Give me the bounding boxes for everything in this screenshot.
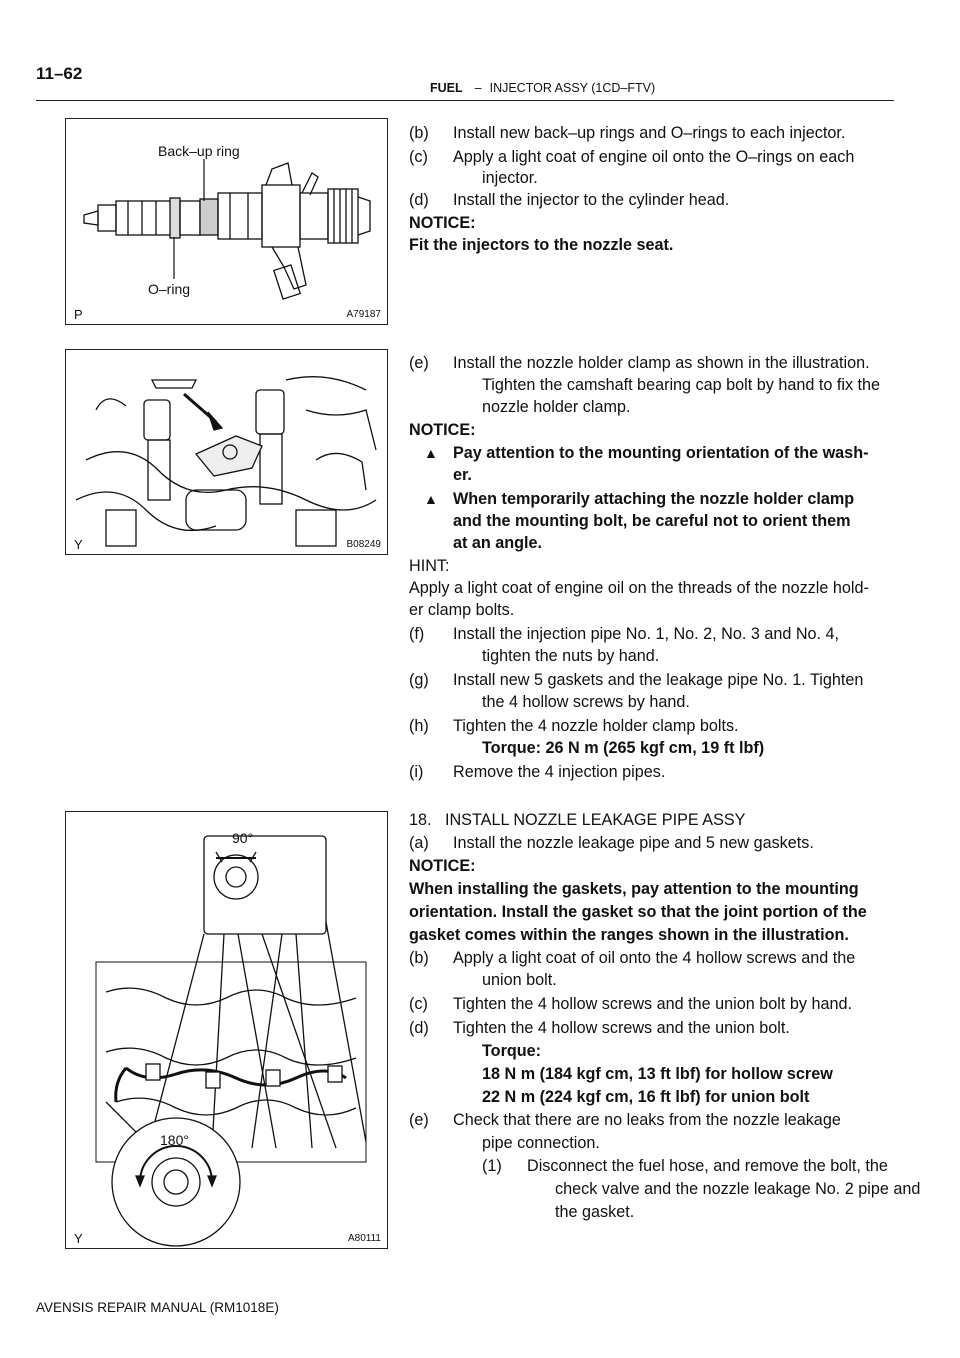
step-marker: (c) <box>409 995 428 1013</box>
step-text: Install new back–up rings and O–rings to each injector. <box>453 124 846 142</box>
step-text: Apply a light coat of oil onto the 4 hollow screws and the <box>453 949 856 967</box>
step-text: union bolt. <box>482 971 557 989</box>
step-marker: (a) <box>409 834 429 852</box>
step-text: injector. <box>482 169 538 187</box>
running-header <box>430 81 655 95</box>
header-rule <box>36 100 894 101</box>
step-marker: (d) <box>409 1019 429 1037</box>
step-text: Install the nozzle leakage pipe and 5 new gaskets. <box>453 834 814 852</box>
substep-marker: (1) <box>482 1157 502 1175</box>
section-heading: 18. INSTALL NOZZLE LEAKAGE PIPE ASSY <box>409 811 746 829</box>
substep-text: the gasket. <box>555 1203 635 1221</box>
notice-text: gasket comes within the ranges shown in the illustration. <box>409 926 849 944</box>
figure-corner-mark: P <box>74 307 83 322</box>
substep-text: Disconnect the fuel hose, and remove the bolt, the <box>527 1157 888 1175</box>
step-text: Tighten the 4 hollow screws and the union bolt by hand. <box>453 995 852 1013</box>
notice-heading: NOTICE: <box>409 857 476 875</box>
step-text: Install the injector to the cylinder head. <box>453 191 730 209</box>
notice-bullet-text: at an angle. <box>453 534 543 552</box>
figure-code: A80111 <box>348 1233 381 1244</box>
figure-corner-mark: Y <box>74 537 83 552</box>
step-text: tighten the nuts by hand. <box>482 647 660 665</box>
notice-heading: NOTICE: <box>409 214 476 232</box>
figure-corner-mark: Y <box>74 1231 83 1246</box>
clamp-illustration <box>66 350 386 553</box>
notice-text: orientation. Install the gasket so that the joint portion of the <box>409 903 867 921</box>
figure-nozzle-leakage-pipe <box>65 811 388 1249</box>
step-marker: (e) <box>409 1111 429 1129</box>
header-section: FUEL <box>430 81 463 95</box>
header-separator: – <box>474 81 482 95</box>
step-text: Check that there are no leaks from the nozzle leakage <box>453 1111 841 1129</box>
step-marker: (f) <box>409 625 425 643</box>
step-text: Install new 5 gaskets and the leakage pipe No. 1. Tighten <box>453 671 864 689</box>
notice-text: Fit the injectors to the nozzle seat. <box>409 236 674 254</box>
step-text: Tighten the camshaft bearing cap bolt by hand to fix the <box>482 376 881 394</box>
step-text: Apply a light coat of engine oil onto the O–rings on each <box>453 148 855 166</box>
label-o-ring: O–ring <box>148 281 191 297</box>
step-text: nozzle holder clamp. <box>482 398 631 416</box>
notice-bullet-text: When temporarily attaching the nozzle holder clamp <box>453 490 855 508</box>
step-text: pipe connection. <box>482 1134 600 1152</box>
step-marker: (i) <box>409 763 424 781</box>
notice-bullet-text: Pay attention to the mounting orientation of the wash- <box>453 444 869 462</box>
page-number: 11–62 <box>36 64 83 83</box>
step-text: Remove the 4 injection pipes. <box>453 763 666 781</box>
substep-text: check valve and the nozzle leakage No. 2 pipe and <box>555 1180 921 1198</box>
step-text: Tighten the 4 hollow screws and the union bolt. <box>453 1019 790 1037</box>
torque-spec: 22 N m (224 kgf cm, 16 ft lbf) for union bolt <box>482 1088 810 1106</box>
step-marker: (b) <box>409 949 429 967</box>
label-back-up-ring: Back–up ring <box>158 143 240 159</box>
figure-code: B08249 <box>346 539 381 550</box>
step-marker: (e) <box>409 354 429 372</box>
notice-bullet-text: er. <box>453 466 472 484</box>
bullet-icon: ▲ <box>424 445 438 461</box>
step-marker: (d) <box>409 191 429 209</box>
page-footer: AVENSIS REPAIR MANUAL (RM1018E) <box>36 1300 279 1315</box>
notice-heading: NOTICE: <box>409 421 476 439</box>
torque-spec: 18 N m (184 kgf cm, 13 ft lbf) for hollow screw <box>482 1065 833 1083</box>
leakage-pipe-illustration <box>66 812 386 1247</box>
torque-heading: Torque: <box>482 1042 542 1060</box>
step-marker: (c) <box>409 148 428 166</box>
step-marker: (g) <box>409 671 429 689</box>
step-text: the 4 hollow screws by hand. <box>482 693 690 711</box>
figure-nozzle-holder-clamp <box>65 349 388 555</box>
hint-text: er clamp bolts. <box>409 601 515 619</box>
hint-heading: HINT: <box>409 557 450 575</box>
step-text: Tighten the 4 nozzle holder clamp bolts. <box>453 717 739 735</box>
notice-text: When installing the gaskets, pay attention to the mounting <box>409 880 859 898</box>
step-marker: (b) <box>409 124 429 142</box>
step-marker: (h) <box>409 717 429 735</box>
header-title: INJECTOR ASSY (1CD–FTV) <box>489 81 656 95</box>
figure-injector <box>65 118 388 325</box>
torque-spec: Torque: 26 N m (265 kgf cm, 19 ft lbf) <box>482 739 765 757</box>
label-angle-90: 90° <box>232 830 254 846</box>
step-text: Install the injection pipe No. 1, No. 2, No. 3 and No. 4, <box>453 625 840 643</box>
label-angle-180: 180° <box>160 1132 189 1148</box>
hint-text: Apply a light coat of engine oil on the threads of the nozzle hold- <box>409 579 869 597</box>
bullet-icon: ▲ <box>424 491 438 507</box>
notice-bullet-text: and the mounting bolt, be careful not to orient them <box>453 512 851 530</box>
step-text: Install the nozzle holder clamp as shown in the illustration. <box>453 354 870 372</box>
figure-code: A79187 <box>346 309 381 320</box>
